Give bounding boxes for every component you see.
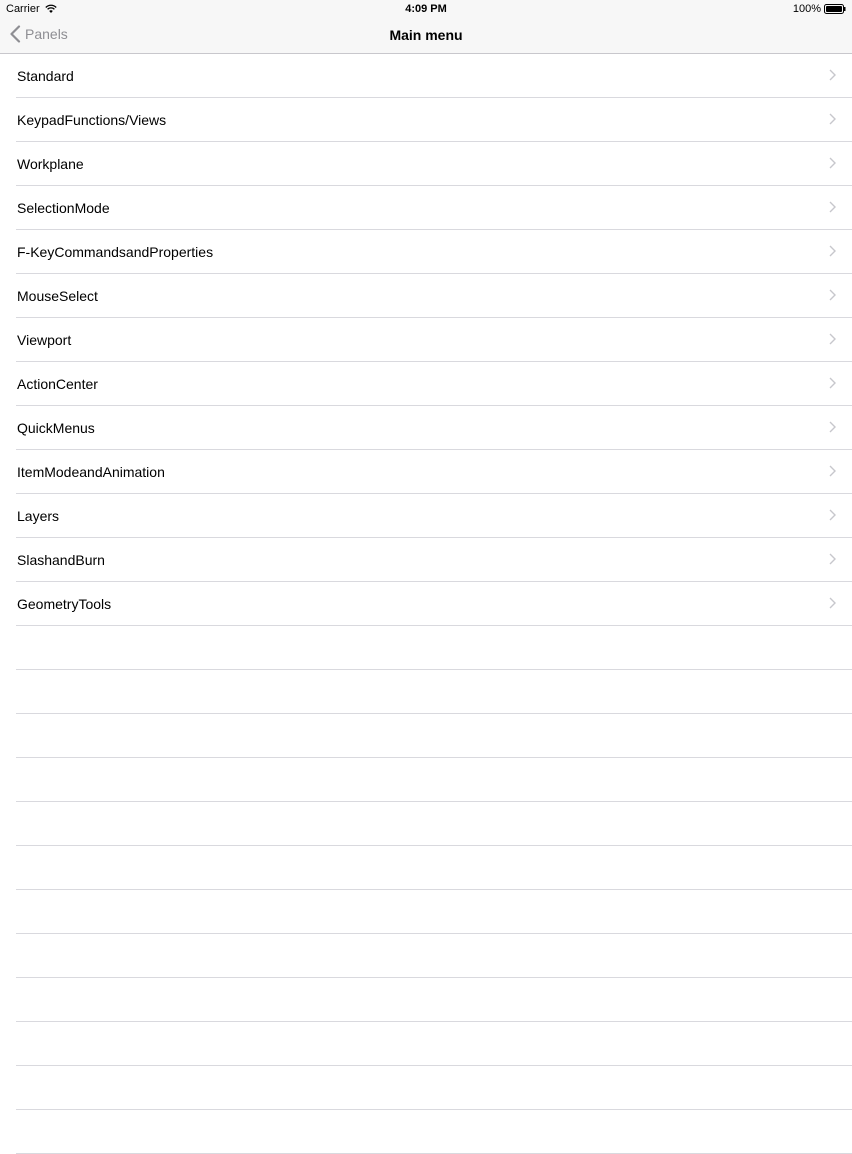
menu-item-label: Workplane <box>17 155 84 172</box>
menu-item-label: ItemModeandAnimation <box>17 463 165 480</box>
menu-item-label: MouseSelect <box>17 287 98 304</box>
main-menu-list <box>0 54 852 1154</box>
empty-row <box>16 670 852 714</box>
menu-item-label: ActionCenter <box>17 375 98 392</box>
empty-row <box>16 934 852 978</box>
menu-item-item-mode-animation[interactable] <box>16 450 852 494</box>
menu-item-layers[interactable] <box>16 494 852 538</box>
menu-item-label: QuickMenus <box>17 419 95 436</box>
empty-row <box>16 626 852 670</box>
menu-item-label: SlashandBurn <box>17 551 105 568</box>
menu-item-selection-mode[interactable] <box>16 186 852 230</box>
chevron-right-icon <box>829 421 836 433</box>
menu-item-mouse-select[interactable] <box>16 274 852 318</box>
empty-row <box>16 1066 852 1110</box>
empty-row <box>16 802 852 846</box>
empty-row <box>16 978 852 1022</box>
status-battery <box>793 3 846 15</box>
chevron-right-icon <box>829 509 836 521</box>
chevron-right-icon <box>829 201 836 213</box>
menu-item-label: SelectionMode <box>17 199 110 216</box>
chevron-right-icon <box>829 157 836 169</box>
status-time: 4:09 PM <box>405 3 447 15</box>
empty-row <box>16 1110 852 1154</box>
menu-item-geometry-tools[interactable] <box>16 582 852 626</box>
chevron-right-icon <box>829 69 836 81</box>
page-title: Main menu <box>389 27 463 43</box>
empty-row <box>16 1022 852 1066</box>
menu-item-label: KeypadFunctions/Views <box>17 111 167 128</box>
menu-item-viewport[interactable] <box>16 318 852 362</box>
chevron-right-icon <box>829 113 836 125</box>
menu-item-quick-menus[interactable] <box>16 406 852 450</box>
menu-item-label: Layers <box>17 507 60 524</box>
battery-percent: 100% <box>792 3 821 15</box>
empty-row <box>16 890 852 934</box>
menu-item-action-center[interactable] <box>16 362 852 406</box>
menu-item-f-key-commands[interactable] <box>16 230 852 274</box>
menu-item-keypad-functions-views[interactable] <box>16 98 852 142</box>
empty-row <box>16 714 852 758</box>
status-bar <box>0 0 852 18</box>
menu-item-slash-and-burn[interactable] <box>16 538 852 582</box>
menu-item-label: GeometryTools <box>17 595 112 612</box>
chevron-right-icon <box>829 245 836 257</box>
chevron-right-icon <box>829 597 836 609</box>
battery-icon <box>824 4 846 14</box>
carrier-label: Carrier <box>6 3 40 15</box>
menu-item-label: Viewport <box>17 331 72 348</box>
chevron-right-icon <box>829 377 836 389</box>
back-button-label: Panels <box>25 26 68 42</box>
menu-item-standard[interactable] <box>16 54 852 98</box>
menu-item-label: F-KeyCommandsandProperties <box>17 243 214 260</box>
empty-row <box>16 758 852 802</box>
chevron-right-icon <box>829 289 836 301</box>
menu-item-workplane[interactable] <box>16 142 852 186</box>
chevron-right-icon <box>829 553 836 565</box>
empty-row <box>16 846 852 890</box>
navigation-bar <box>0 18 852 54</box>
chevron-right-icon <box>829 333 836 345</box>
menu-item-label: Standard <box>17 67 74 84</box>
chevron-right-icon <box>829 465 836 477</box>
